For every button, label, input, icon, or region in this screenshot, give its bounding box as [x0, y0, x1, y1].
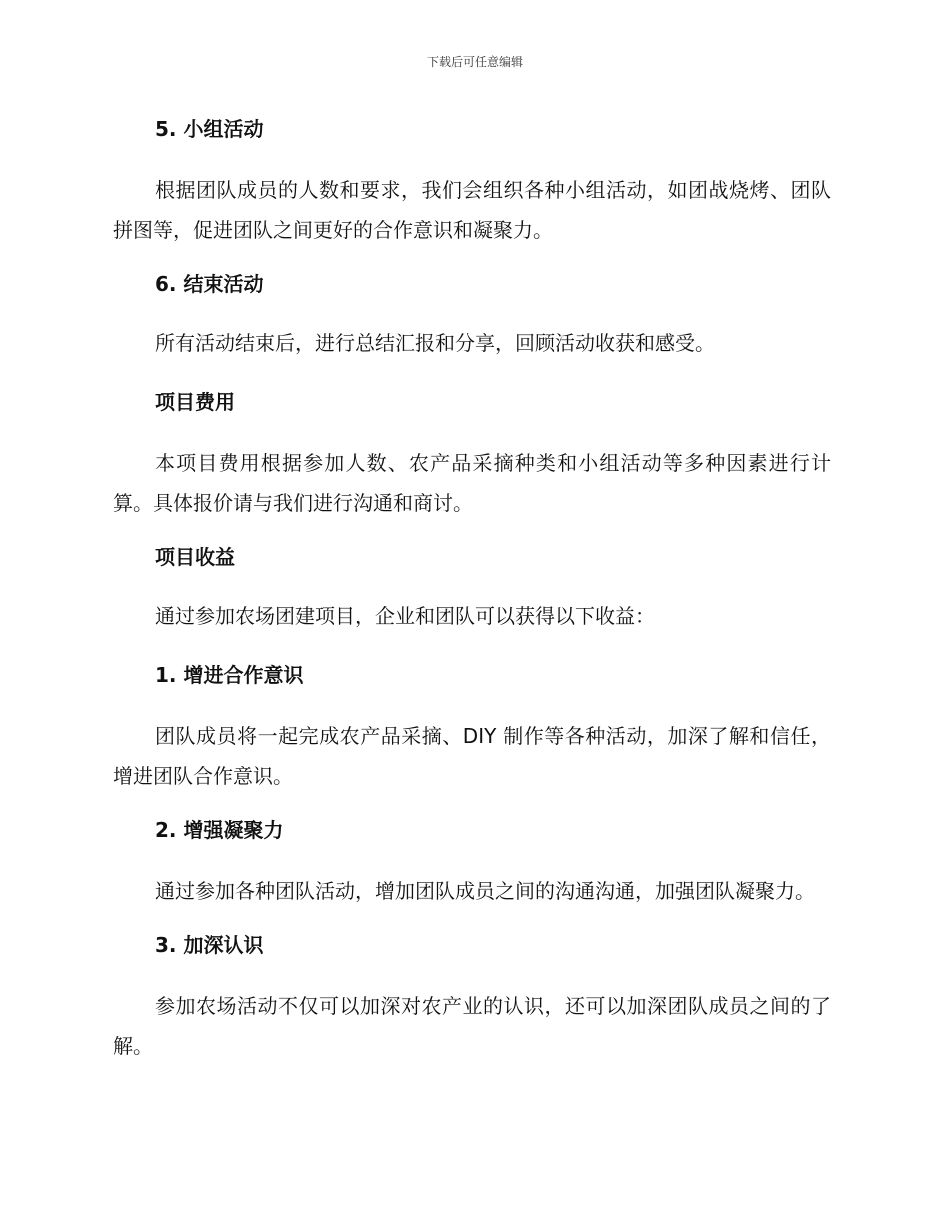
- para-closing-activity: 所有活动结束后，进行总结汇报和分享，回顾活动收获和感受。: [155, 331, 715, 355]
- heading-project-benefits: 项目收益: [155, 545, 235, 569]
- page-header: 下载后可任意编辑: [426, 55, 523, 69]
- para-understanding: 参加农场活动不仅可以加深对农产业的认识，还可以加深团队成员之间的了解。: [113, 994, 831, 1058]
- heading-group-activity: 5. 小组活动: [155, 117, 264, 141]
- document-body: [113, 111, 831, 1082]
- para-cooperation: 团队成员将一起完成农产品采摘、DIY 制作等各种活动，加深了解和信任，增进团队合作意识。: [113, 724, 831, 788]
- para-project-cost: 本项目费用根据参加人数、农产品采摘种类和小组活动等多种因素进行计算。具体报价请与我们进行沟通和商讨。: [113, 451, 831, 515]
- para-cohesion: 通过参加各种团队活动，增加团队成员之间的沟通沟通，加强团队凝聚力。: [155, 879, 815, 903]
- para-group-activity: 根据团队成员的人数和要求，我们会组织各种小组活动，如团战烧烤、团队拼图等，促进团队之间更好的合作意识和凝聚力。: [113, 178, 831, 242]
- heading-cooperation: 1. 增进合作意识: [155, 663, 304, 687]
- para-project-benefits: 通过参加农场团建项目，企业和团队可以获得以下收益：: [155, 604, 655, 628]
- heading-closing-activity: 6. 结束活动: [155, 272, 264, 296]
- heading-cohesion: 2. 增强凝聚力: [155, 818, 284, 842]
- heading-understanding: 3. 加深认识: [155, 933, 264, 957]
- heading-project-cost: 项目费用: [155, 390, 235, 414]
